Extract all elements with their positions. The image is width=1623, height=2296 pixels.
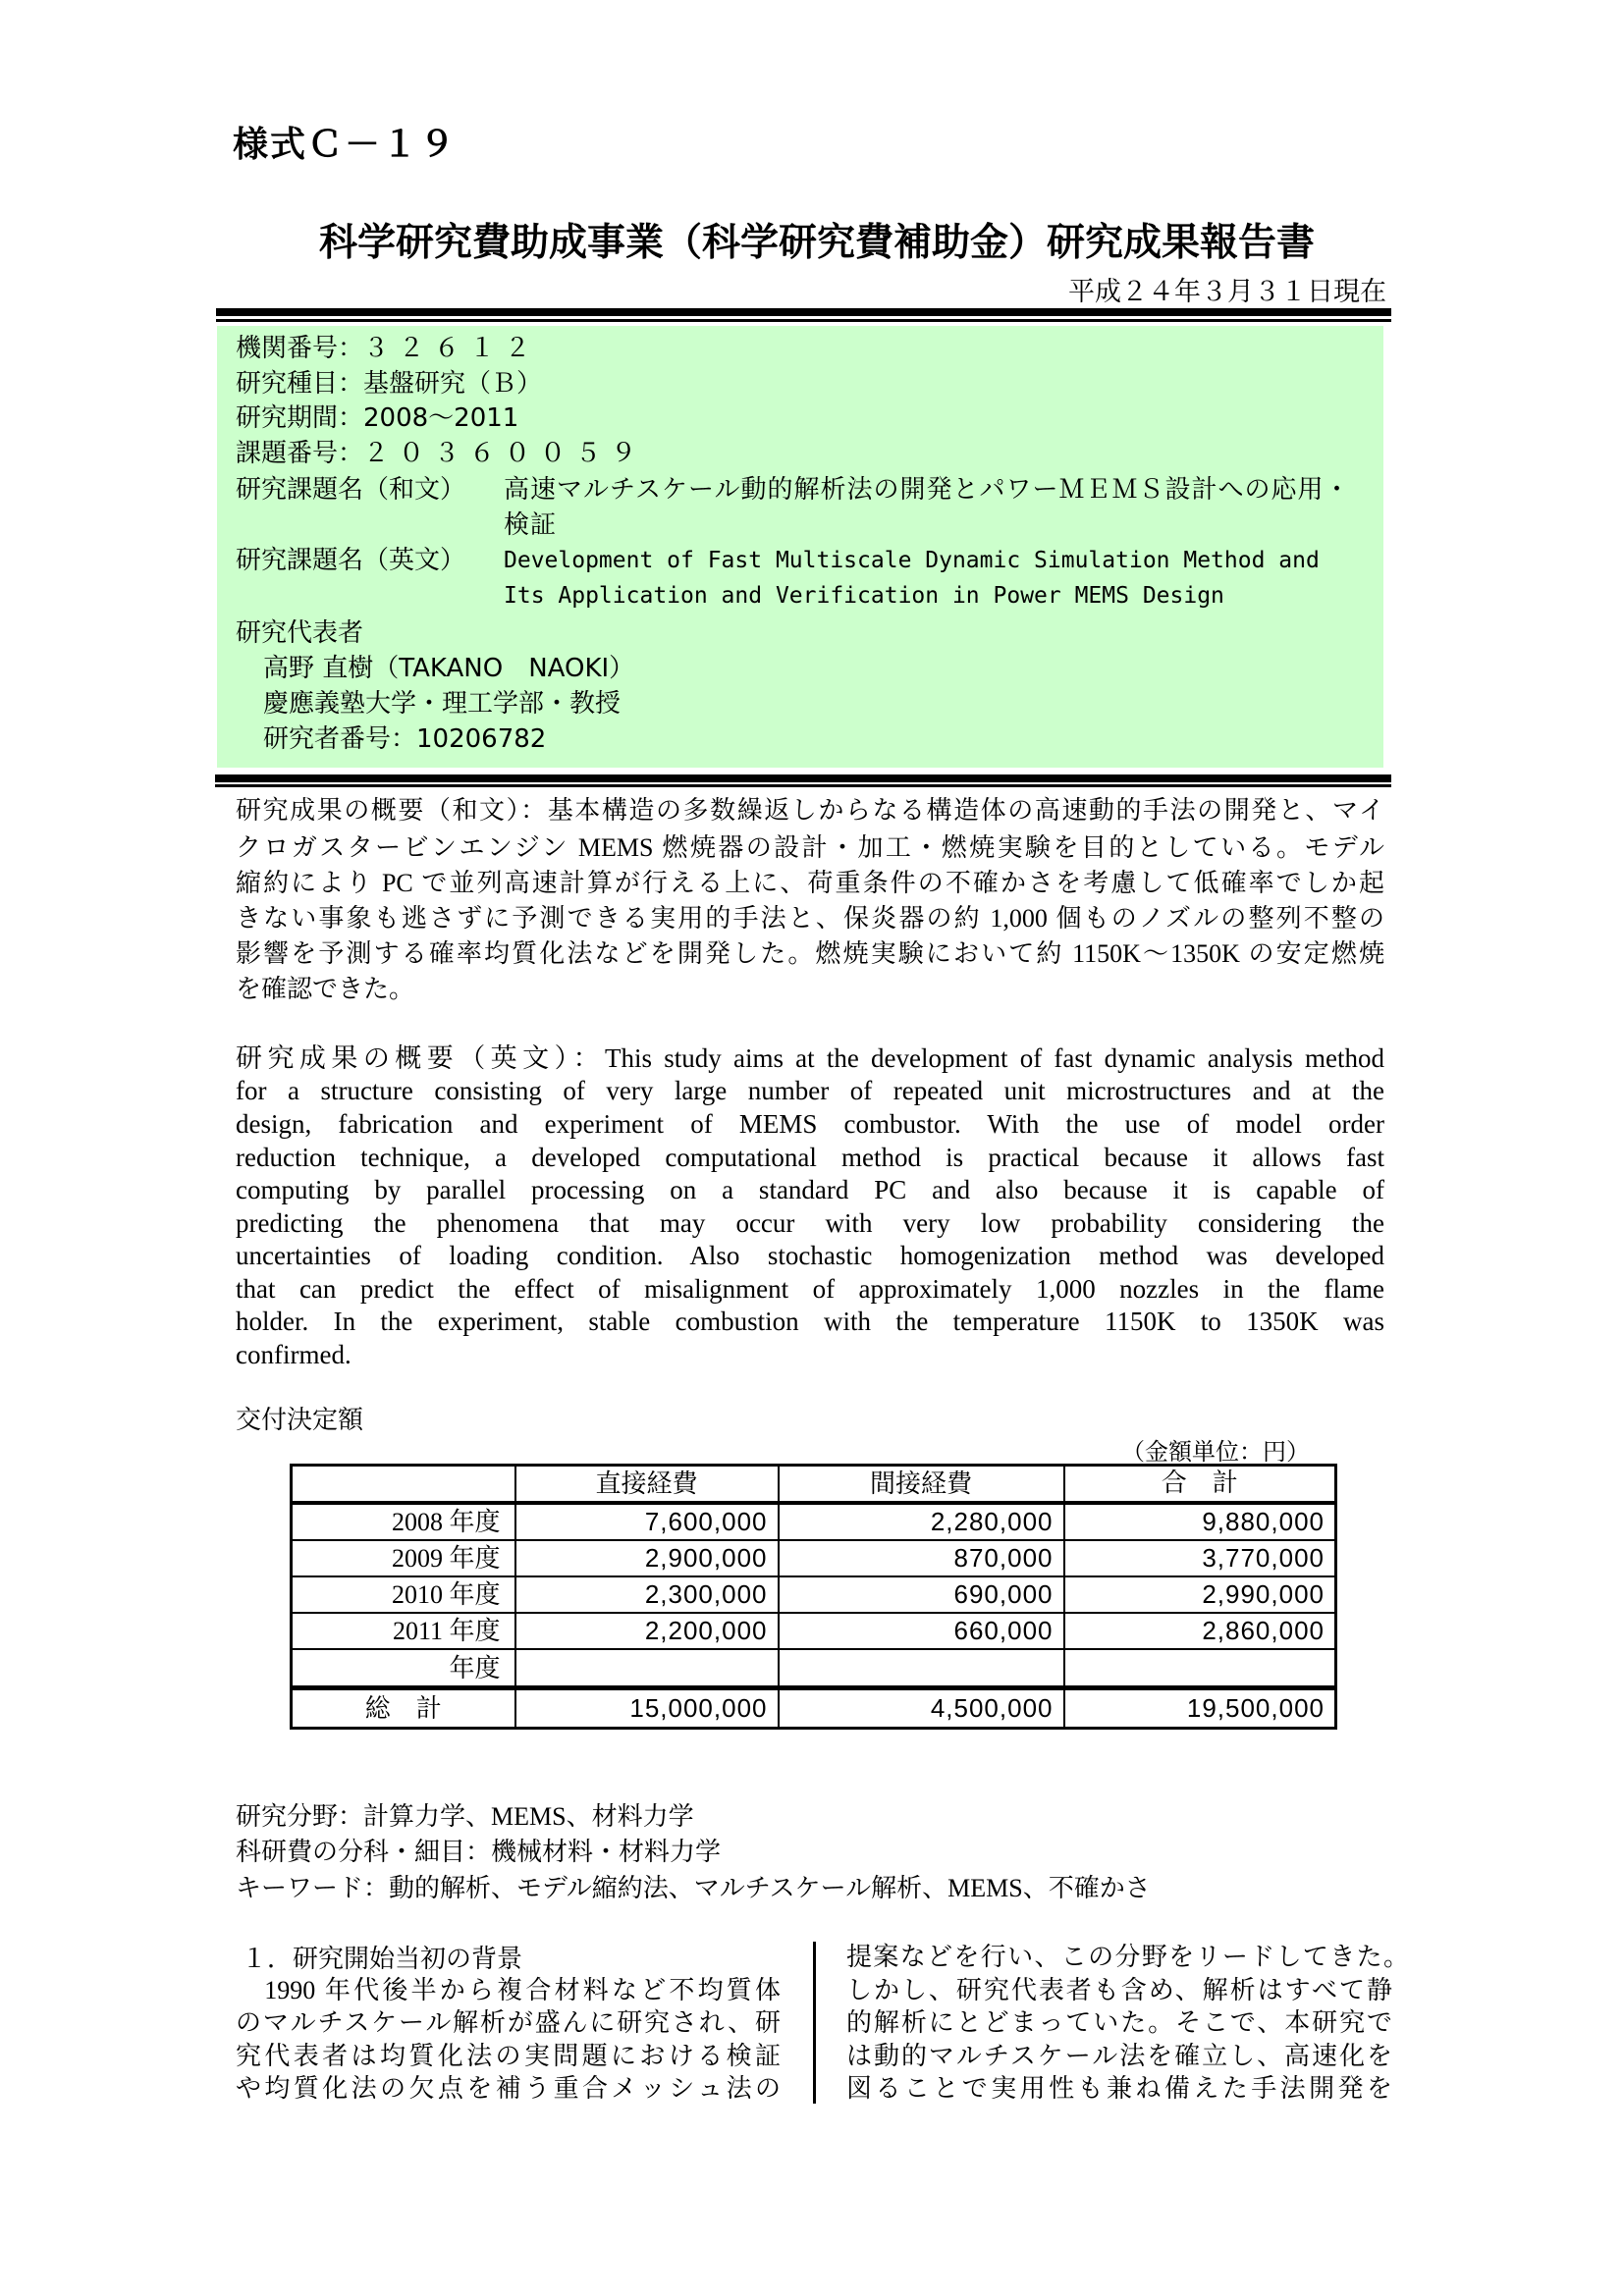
abstract-ja-line: 縮約により PC で並列高速計算が行える上に、荷重条件の不確かさを考慮して低確率でしか起 bbox=[236, 869, 1384, 897]
row-total bbox=[1064, 1649, 1336, 1688]
abstract-ja-line: きない事象も逃さずに予測できる実用的手法と、保炎器の約 1,000 個ものノズルの整列不整の bbox=[236, 904, 1384, 933]
abstract-en-line: computing by parallel processing on a standard PC and also because it is capable of bbox=[236, 1175, 1384, 1204]
research-subfield: 科研費の分科・細目：機械材料・材料力学 bbox=[236, 1838, 722, 1866]
title-en-line-1: Development of Fast Multiscale Dynamic Simulation Method and bbox=[504, 548, 1320, 573]
section-1-right-line: 提案などを行い、この分野をリードしてきた。 bbox=[846, 1943, 1409, 1971]
abstract-en-line: that can predict the effect of misalignment of approximately 1,000 nozzles in the flame bbox=[236, 1274, 1384, 1304]
column-header-year bbox=[292, 1466, 515, 1504]
project-number-value: ２０３６００５９ bbox=[363, 439, 647, 468]
abstract-ja-line: を確認できた。 bbox=[236, 975, 415, 1003]
row-total: 3,770,000 bbox=[1064, 1540, 1336, 1576]
table-row bbox=[292, 1613, 1336, 1649]
row-total: 2,860,000 bbox=[1064, 1613, 1336, 1649]
abstract-ja-line: 研究成果の概要（和文）：基本構造の多数繰返しからなる構造体の高速動的手法の開発と、マイ bbox=[236, 796, 1384, 825]
abstract-ja-line: 影響を予測する確率均質化法などを開発した。燃焼実験において約 1150K～1350K の安定燃焼 bbox=[236, 939, 1384, 968]
research-category-label: 研究種目： bbox=[236, 369, 364, 399]
grant-unit: （金額単位：円） bbox=[1121, 1440, 1310, 1466]
research-period-label: 研究期間： bbox=[236, 403, 364, 433]
row-direct: 2,200,000 bbox=[515, 1613, 779, 1649]
section-1-right-line: しかし、研究代表者も含め、解析はすべて静 bbox=[846, 1976, 1392, 2004]
bottom-rule-thin bbox=[215, 784, 1391, 787]
title-en-label: 研究課題名（英文） bbox=[236, 546, 466, 575]
row-indirect: 660,000 bbox=[779, 1613, 1064, 1649]
bottom-rule-thick bbox=[215, 774, 1391, 782]
section-1-right-line: 的解析にとどまっていた。そこで、本研究で bbox=[846, 2008, 1392, 2037]
row-direct: 2,900,000 bbox=[515, 1540, 779, 1576]
row-direct bbox=[515, 1649, 779, 1688]
research-period-value: 2008～2011 bbox=[363, 403, 519, 433]
section-1-left-line: のマルチスケール解析が盛んに研究され、研 bbox=[236, 2008, 781, 2037]
project-number-label: 課題番号： bbox=[236, 439, 364, 468]
representative-label: 研究代表者 bbox=[236, 618, 364, 648]
total-indirect: 4,500,000 bbox=[779, 1688, 1064, 1729]
report-date: 平成２４年３月３１日現在 bbox=[1068, 277, 1386, 306]
section-1-right-line: は動的マルチスケール法を確立し、高速化を bbox=[846, 2042, 1392, 2070]
row-indirect: 690,000 bbox=[779, 1576, 1064, 1613]
grant-table-header bbox=[292, 1466, 1336, 1504]
abstract-en-line: design, fabrication and experiment of MEMS combustor. With the use of model order bbox=[236, 1109, 1384, 1139]
research-period-row bbox=[236, 400, 518, 436]
section-1-right-line: 図ることで実用性も兼ね備えた手法開発を bbox=[846, 2074, 1392, 2103]
row-year: 2011 年度 bbox=[292, 1613, 515, 1649]
column-header-indirect: 間接経費 bbox=[779, 1466, 1064, 1504]
row-direct: 2,300,000 bbox=[515, 1576, 779, 1613]
form-id: 様式Ｃ－１９ bbox=[233, 125, 458, 165]
row-direct: 7,600,000 bbox=[515, 1503, 779, 1540]
row-total: 9,880,000 bbox=[1064, 1503, 1336, 1540]
abstract-ja-line: クロガスタービンエンジン MEMS 燃焼器の設計・加工・燃焼実験を目的としている。モデル bbox=[236, 833, 1384, 862]
top-rule-thin bbox=[216, 319, 1391, 322]
abstract-en-line: predicting the phenomena that may occur with very low probability considering the bbox=[236, 1208, 1384, 1238]
section-1-left-line: 究代表者は均質化法の実問題における検証 bbox=[236, 2042, 781, 2070]
row-indirect: 2,280,000 bbox=[779, 1503, 1064, 1540]
column-header-total: 合 計 bbox=[1064, 1466, 1336, 1504]
research-category-row bbox=[236, 366, 542, 401]
institution-number-row bbox=[236, 331, 540, 366]
total-label: 総 計 bbox=[292, 1688, 515, 1729]
row-indirect: 870,000 bbox=[779, 1540, 1064, 1576]
table-row bbox=[292, 1649, 1336, 1688]
row-year: 2008 年度 bbox=[292, 1503, 515, 1540]
title-ja-label: 研究課題名（和文） bbox=[236, 475, 466, 505]
row-indirect bbox=[779, 1649, 1064, 1688]
researcher-number: 研究者番号：10206782 bbox=[263, 724, 547, 754]
column-divider bbox=[813, 1942, 816, 2104]
abstract-en-line: reduction technique, a developed computational method is practical because it allows fast bbox=[236, 1143, 1384, 1172]
research-field: 研究分野：計算力学、MEMS、材料力学 bbox=[236, 1802, 694, 1831]
abstract-en-line: confirmed. bbox=[236, 1340, 352, 1369]
research-category-value: 基盤研究（Ｂ） bbox=[363, 369, 543, 399]
section-1-left-line: や均質化法の欠点を補う重合メッシュ法の bbox=[236, 2074, 781, 2103]
keywords: キーワード：動的解析、モデル縮約法、マルチスケール解析、MEMS、不確かさ bbox=[236, 1874, 1151, 1902]
title-ja-line-2: 検証 bbox=[504, 510, 558, 540]
top-rule-thick bbox=[216, 308, 1391, 316]
section-1-left-line: 1990 年代後半から複合材料など不均質体 bbox=[236, 1976, 781, 2004]
table-row bbox=[292, 1503, 1336, 1540]
project-number-row bbox=[236, 436, 646, 471]
total-total: 19,500,000 bbox=[1064, 1688, 1336, 1729]
row-year: 年度 bbox=[292, 1649, 515, 1688]
row-year: 2010 年度 bbox=[292, 1576, 515, 1613]
grant-heading: 交付決定額 bbox=[236, 1406, 364, 1434]
representative-affiliation: 慶應義塾大学・理工学部・教授 bbox=[263, 689, 622, 719]
report-title: 科学研究費助成事業（科学研究費補助金）研究成果報告書 bbox=[318, 221, 1315, 265]
abstract-en-line: uncertainties of loading condition. Also stochastic homogenization method was developed bbox=[236, 1241, 1384, 1270]
row-year: 2009 年度 bbox=[292, 1540, 515, 1576]
table-row bbox=[292, 1576, 1336, 1613]
abstract-en-line: for a structure consisting of very large number of repeated unit microstructures and at the bbox=[236, 1076, 1384, 1105]
row-total: 2,990,000 bbox=[1064, 1576, 1336, 1613]
institution-number-label: 機関番号： bbox=[236, 334, 364, 363]
section-1-heading: １．研究開始当初の背景 bbox=[242, 1945, 523, 1973]
abstract-en-line: 研究成果の概要（英文）：This study aims at the development of fast dynamic analysis method bbox=[236, 1043, 1384, 1073]
title-ja-line-1: 高速マルチスケール動的解析法の開発とパワーＭＥＭＳ設計への応用・ bbox=[504, 475, 1351, 505]
column-header-direct: 直接経費 bbox=[515, 1466, 779, 1504]
title-en-line-2: Its Application and Verification in Power MEMS Design bbox=[504, 583, 1224, 609]
total-direct: 15,000,000 bbox=[515, 1688, 779, 1729]
table-total-row bbox=[292, 1688, 1336, 1729]
grant-table bbox=[290, 1464, 1337, 1730]
table-row bbox=[292, 1540, 1336, 1576]
abstract-en-line: holder. In the experiment, stable combustion with the temperature 1150K to 1350K was bbox=[236, 1307, 1384, 1336]
representative-name: 高野 直樹（TAKANO NAOKI） bbox=[263, 654, 635, 683]
institution-number-value: ３２６１２ bbox=[363, 334, 541, 363]
